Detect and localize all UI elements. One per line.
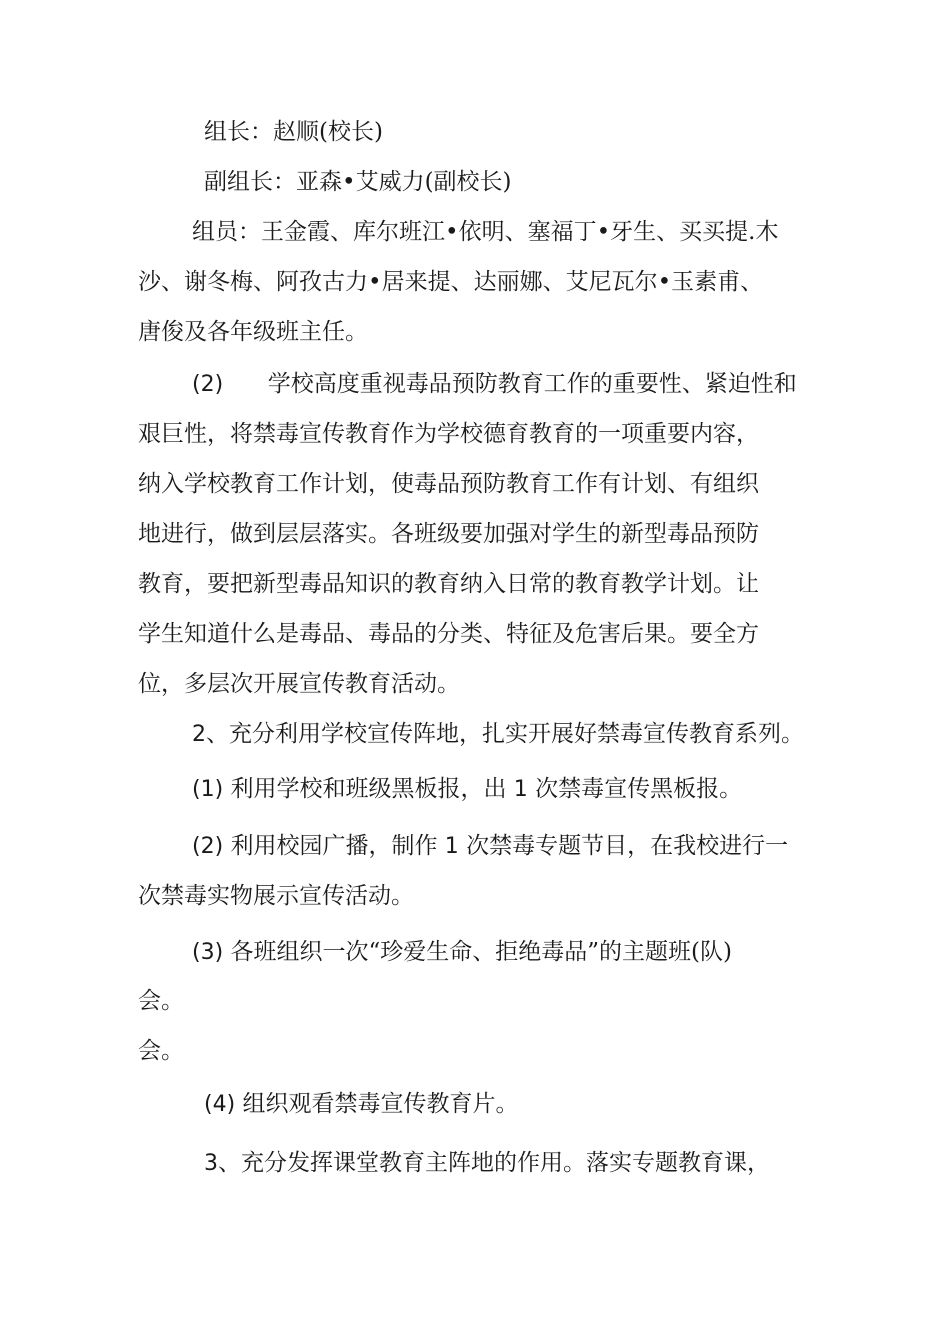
sub-2-line-1 <box>192 831 788 862</box>
section-2-text: 、充分利用学校宣传阵地，扎实开展好禁毒宣传教育系列。 <box>206 721 804 747</box>
sub-3-line-2: 会。 <box>138 988 184 1014</box>
section-2-heading <box>192 719 804 750</box>
sub-2-marker: (2) <box>192 834 224 859</box>
members-line-3: 唐俊及各年级班主任。 <box>138 319 368 345</box>
members-line-2: 沙、谢冬梅、阿孜古力•居来提、达丽娜、艾尼瓦尔•玉素甫、 <box>138 269 764 295</box>
sub-1-text-a: 利用学校和班级黑板报，出 <box>223 776 514 802</box>
sub-3-line-3: 会。 <box>138 1038 184 1064</box>
section-2-marker: 2 <box>192 722 206 747</box>
sub-2-num: 1 <box>444 834 459 859</box>
item-2-line-6: 学生知道什么是毒品、毒品的分类、特征及危害后果。要全方 <box>138 621 759 647</box>
sub-4-text: 组织观看禁毒宣传教育片。 <box>235 1091 519 1117</box>
sub-2-text-a: 利用校园广播，制作 <box>223 833 445 859</box>
item-2-line-5: 教育，要把新型毒品知识的教育纳入日常的教育教学计划。让 <box>138 571 759 597</box>
item-2-text: 学校高度重视毒品预防教育工作的重要性、紧迫性和 <box>267 371 797 397</box>
item-2-line-2: 艰巨性，将禁毒宣传教育作为学校德育教育的一项重要内容， <box>138 421 759 447</box>
sub-4-marker: (4) <box>204 1092 236 1117</box>
item-2-line-7: 位，多层次开展宣传教育活动。 <box>138 671 460 697</box>
section-3-marker: 3 <box>204 1151 218 1176</box>
sub-1-line <box>192 774 742 805</box>
sub-2-line-2: 次禁毒实物展示宣传活动。 <box>138 883 414 909</box>
section-3-text: 、充分发挥课堂教育主阵地的作用。落实专题教育课， <box>218 1150 770 1176</box>
item-2-line-4: 地进行，做到层层落实。各班级要加强对学生的新型毒品预防 <box>138 521 759 547</box>
sub-3-text: 各班组织一次“珍爱生命、拒绝毒品”的主题班(队) <box>223 939 732 965</box>
sub-4-line <box>204 1089 518 1120</box>
sub-3-marker: (3) <box>192 940 224 965</box>
leader-line: 组长：赵顺(校长) <box>204 119 383 145</box>
item-2-first-line <box>192 369 797 400</box>
item-2-line-3: 纳入学校教育工作计划，使毒品预防教育工作有计划、有组织 <box>138 471 759 497</box>
sub-3-line-1 <box>192 937 732 968</box>
sub-1-text-b: 次禁毒宣传黑板报。 <box>527 776 743 802</box>
item-2-marker: (2) <box>192 372 224 397</box>
deputy-line: 副组长：亚森•艾威力(副校长) <box>204 169 512 195</box>
sub-2-text-b: 次禁毒专题节目，在我校进行一 <box>458 833 789 859</box>
sub-1-marker: (1) <box>192 777 224 802</box>
members-line-1: 组员：王金霞、库尔班江•依明、塞福丁•牙生、买买提.木 <box>192 219 779 245</box>
sub-1-num: 1 <box>513 777 528 802</box>
section-3-heading <box>204 1148 770 1179</box>
